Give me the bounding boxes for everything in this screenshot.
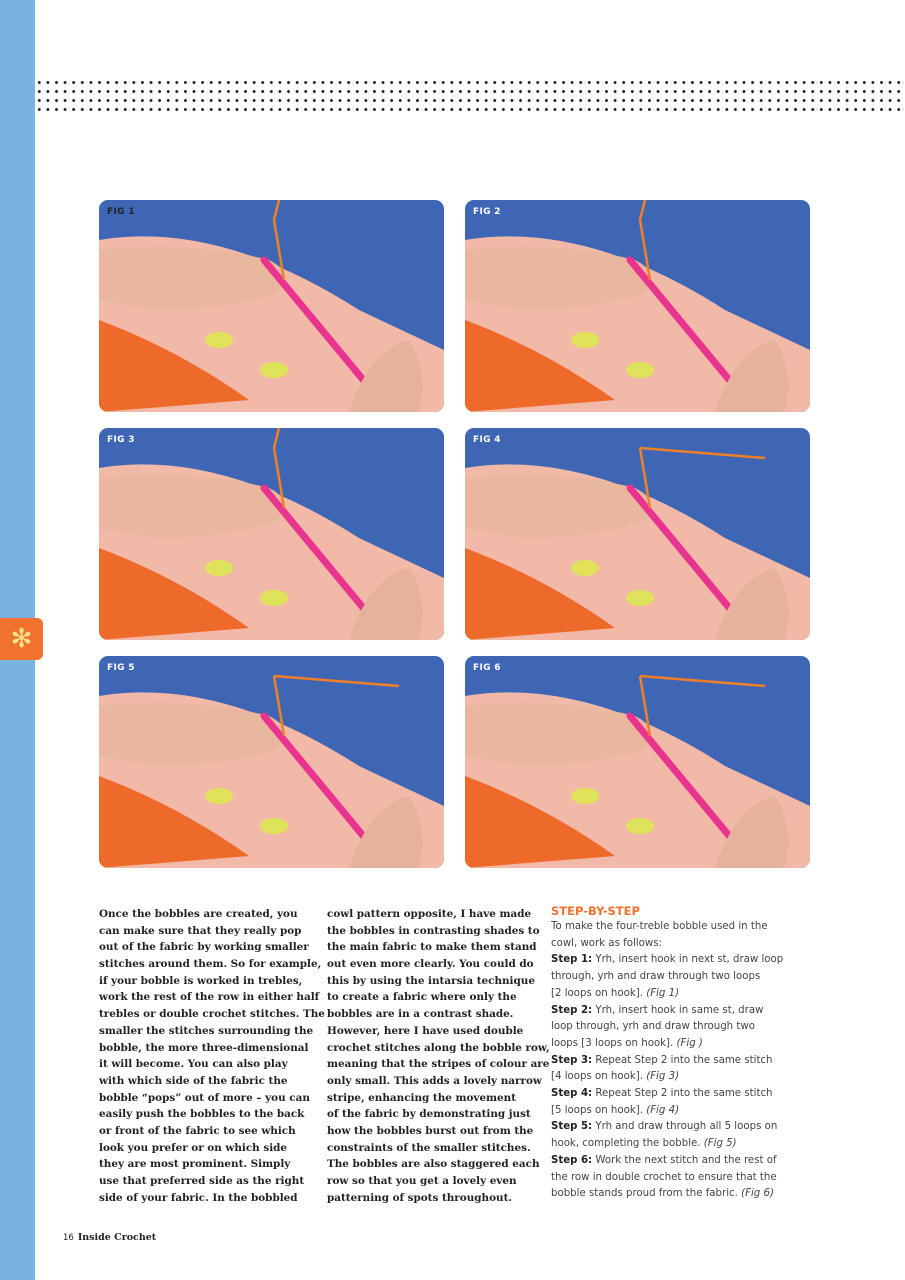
step-text: Yrh and draw through all 5 loops on [595,1121,778,1133]
text-line: The bobbles are also staggered each [327,1158,540,1171]
dotted-divider [35,78,905,116]
text-line: this by using the intarsia technique [327,974,535,987]
figure-label: FIG 2 [473,207,501,217]
step-line [551,1136,783,1153]
asterisk-flower-icon: ✻ [10,624,33,654]
text-line: bobbles are in a contrast shade. [327,1008,514,1021]
step-line [551,969,783,986]
body-column-2 [327,906,550,1206]
figure-label: FIG 3 [107,435,135,445]
step-text: Yrh, insert hook in next st, draw loop [595,954,784,966]
text-line: patterning of spots throughout. [327,1191,512,1204]
text-line: to create a fabric where only the [327,991,517,1004]
text-line: the bobbles in contrasting shades to [327,924,540,937]
step-label: Step 3: [551,1054,593,1066]
text-line: side of your fabric. In the bobbled [99,1191,298,1204]
step-label: Step 5: [551,1121,593,1133]
text-line: crochet stitches along the bobble row, [327,1041,550,1054]
text-line: easily push the bobbles to the back [99,1108,305,1121]
text-line: of the fabric by demonstrating just [327,1108,531,1121]
step-text: Work the next stitch and the rest of [595,1154,777,1166]
figure-reference: (Fig 5) [703,1138,737,1150]
text-line: use that preferred side as the right [99,1175,305,1187]
text-line: with which side of the fabric the [99,1074,288,1087]
step-text: hook, completing the bobble. [551,1138,701,1150]
figure-reference: (Fig ) [676,1037,703,1049]
crochet-photo [465,656,810,868]
text-line: stripe, enhancing the movement [327,1091,517,1104]
crochet-photo [99,428,444,640]
step-by-step-heading: STEP-BY-STEP [551,904,640,918]
text-line: However, here I have used double [327,1024,524,1037]
text-line: stitches around them. So for example, [99,958,322,971]
step-text: through, yrh and draw through two loops [551,971,761,983]
figure-photo-3 [99,428,444,640]
text-line: can make sure that they really pop [99,924,302,937]
crochet-photo [465,428,810,640]
figure-label: FIG 5 [107,663,135,673]
step-line [551,1003,783,1020]
step-line [551,1019,783,1036]
text-line: if your bobble is worked in trebles, [99,974,303,987]
step-line [551,1053,783,1070]
text-line: row so that you get a lovely even [327,1175,517,1187]
figure-label: FIG 6 [473,663,501,673]
crochet-photo [99,656,444,868]
step-text: Repeat Step 2 into the same stitch [595,1054,773,1066]
crochet-photo [99,200,444,412]
step-text: [2 loops on hook]. [551,987,643,999]
step-line [551,1086,783,1103]
text-line: how the bobbles burst out from the [327,1124,534,1137]
text-line: the main fabric to make them stand [327,941,537,954]
step-label: Step 1: [551,954,593,966]
step-label: Step 4: [551,1088,593,1100]
step-line [551,1119,783,1136]
text-line: only small. This adds a lovely narrow [327,1074,542,1087]
page-footer [63,1232,156,1243]
section-tab [0,618,43,660]
text-line: Once the bobbles are created, you [99,908,298,920]
step-text: the row in double crochet to ensure that the [551,1171,777,1183]
crochet-photo [465,200,810,412]
step-text: [5 loops on hook]. [551,1104,643,1116]
body-column-1 [99,906,325,1206]
text-line: out of the fabric by working smaller [99,941,309,954]
step-line [551,1069,783,1086]
text-line: bobble “pops” out of more – you can [99,1091,310,1104]
text-line: meaning that the stripes of colour are [327,1058,550,1071]
step-line [551,1186,783,1203]
text-line: smaller the stitches surrounding the [99,1024,314,1037]
step-text: loop through, yrh and draw through two [551,1021,755,1033]
magazine-name: Inside Crochet [77,1232,157,1243]
text-line: look you prefer or on which side [99,1141,288,1154]
figure-reference: (Fig 1) [646,987,680,999]
step-label: Step 2: [551,1004,593,1016]
step-label: Step 6: [551,1154,593,1166]
step-line [551,1153,783,1170]
text-line: work the rest of the row in either half [99,991,320,1004]
page-number: 16 [63,1233,74,1243]
text-line: they are most prominent. Simply [99,1158,291,1171]
text-line: constraints of the smaller stitches. [327,1141,531,1154]
text-line: out even more clearly. You could do [327,958,534,971]
step-line [551,952,783,969]
figure-reference: (Fig 3) [646,1071,680,1083]
step-text: [4 loops on hook]. [551,1071,643,1083]
text-line: cowl pattern opposite, I have made [327,908,532,920]
figure-reference: (Fig 6) [741,1188,774,1200]
figure-label: FIG 4 [473,435,501,445]
intro-line: cowl, work as follows: [551,937,662,949]
step-text: loops [3 loops on hook]. [551,1037,674,1049]
text-line: bobble, the more three-dimensional [99,1041,309,1054]
figure-photo-6 [465,656,810,868]
step-line [551,1170,783,1187]
figure-photo-5 [99,656,444,868]
step-by-step-box [551,903,783,1203]
figure-photo-2 [465,200,810,412]
text-line: trebles or double crochet stitches. The [99,1008,325,1021]
step-line [551,1036,783,1053]
step-text: bobble stands proud from the fabric. [551,1188,738,1200]
figure-photo-4 [465,428,810,640]
intro-line: To make the four-treble bobble used in the [551,921,768,932]
figure-reference: (Fig 4) [646,1104,680,1116]
step-line [551,986,783,1003]
step-text: Yrh, insert hook in same st, draw [595,1004,764,1016]
step-line [551,1103,783,1120]
text-line: or front of the fabric to see which [99,1124,296,1137]
step-text: Repeat Step 2 into the same stitch [595,1088,773,1100]
text-line: it will become. You can also play [99,1058,288,1071]
figure-photo-1 [99,200,444,412]
figure-label: FIG 1 [107,207,135,217]
